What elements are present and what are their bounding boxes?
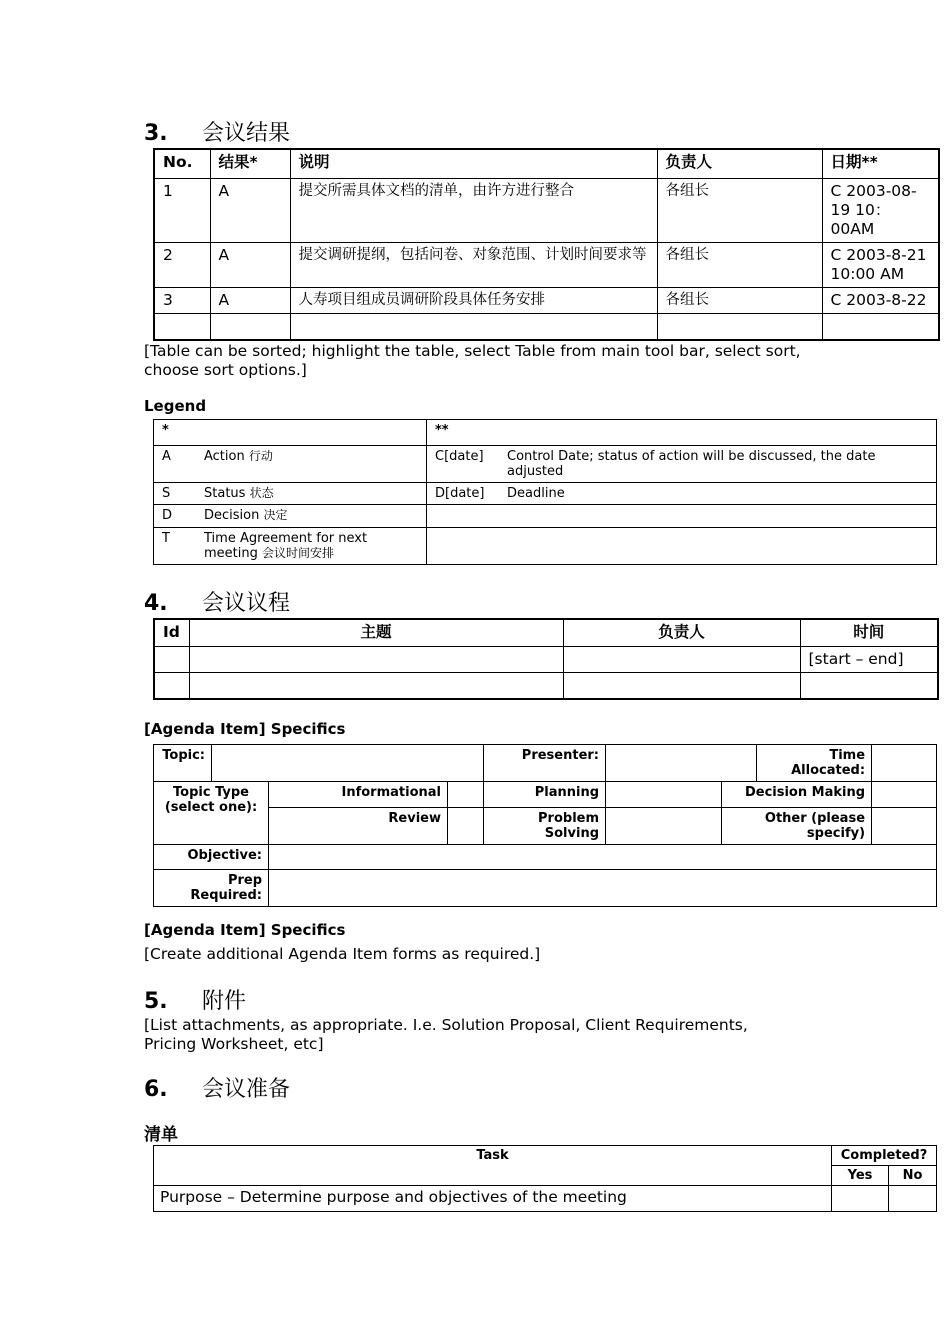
objective-label: Objective:: [154, 845, 269, 870]
legend-col2-header: **: [427, 420, 937, 446]
table-row: [154, 314, 939, 340]
cell-no[interactable]: [154, 314, 210, 340]
type-planning-checkbox[interactable]: [606, 782, 722, 808]
yes-header: Yes: [832, 1166, 889, 1186]
col-header-owner: 负责人: [563, 619, 800, 647]
cell-no: 1: [154, 179, 210, 243]
cell-time[interactable]: [800, 673, 938, 699]
objective-field[interactable]: [269, 845, 937, 870]
topic-type-label: Topic Type (select one):: [154, 782, 269, 845]
legend-col1-header: *: [154, 420, 427, 446]
specifics-table: [153, 744, 937, 907]
legend-row: [154, 505, 937, 528]
legend-value: Decision: [204, 508, 260, 523]
legend-key: S: [162, 486, 171, 501]
table-header-row: [154, 149, 939, 179]
col-header-time: 时间: [800, 619, 938, 647]
type-other-checkbox[interactable]: [872, 808, 937, 845]
cell-topic[interactable]: [189, 647, 563, 673]
legend-value: Status: [204, 486, 246, 501]
cell-owner[interactable]: [563, 673, 800, 699]
specifics2-note: [Create additional Agenda Item forms as required.]: [144, 945, 541, 963]
cell-result: A: [210, 179, 290, 243]
cell-owner[interactable]: [657, 314, 822, 340]
legend-value: Time Agreement for next meeting: [204, 531, 368, 561]
specifics-title: [Agenda Item] Specifics: [144, 720, 346, 738]
cell-result: A: [210, 243, 290, 288]
cell-time[interactable]: [start – end]: [800, 647, 938, 673]
table-row: [154, 179, 939, 243]
table-row: [154, 243, 939, 288]
cell-desc[interactable]: [290, 314, 657, 340]
legend-key: D[date]: [435, 486, 485, 501]
type-problem-checkbox[interactable]: [606, 808, 722, 845]
cell-date[interactable]: [822, 314, 939, 340]
col-header-desc: 说明: [290, 149, 657, 179]
cell-result[interactable]: [210, 314, 290, 340]
completed-header: Completed?: [832, 1146, 937, 1166]
section-3-heading: [144, 116, 290, 147]
task-header: Task: [154, 1146, 832, 1186]
cell-desc: 人寿项目组成员调研阶段具体任务安排: [290, 288, 657, 314]
table-row: [154, 1186, 937, 1212]
specifics2-title: [Agenda Item] Specifics: [144, 921, 346, 939]
legend-key: C[date]: [435, 449, 484, 464]
topic-label: Topic:: [154, 745, 212, 782]
legend-key: D: [162, 508, 173, 523]
cell-desc: 提交调研提纲，包括问卷、对象范围、计划时间要求等: [290, 243, 657, 288]
section-title: 会议议程: [202, 591, 291, 616]
type-informational-checkbox[interactable]: [448, 782, 484, 808]
cell-date: C 2003-8-22: [822, 288, 939, 314]
legend-title: Legend: [144, 397, 207, 415]
table-header-row: [154, 619, 938, 647]
checklist-table: [153, 1145, 937, 1212]
col-header-date: 日期**: [822, 149, 939, 179]
legend-value: Action: [204, 449, 245, 464]
section-number: 5.: [144, 989, 168, 1014]
col-header-topic: 主题: [189, 619, 563, 647]
legend-key: A: [162, 449, 171, 464]
cell-date: C 2003-08-19 10：00AM: [822, 179, 939, 243]
results-table: [153, 148, 940, 341]
table-row: [154, 673, 938, 699]
col-header-owner: 负责人: [657, 149, 822, 179]
section-title: 会议准备: [202, 1077, 291, 1102]
legend-row: [154, 483, 937, 505]
type-review-label: Review: [269, 808, 448, 845]
col-header-id: Id: [154, 619, 189, 647]
yes-checkbox[interactable]: [832, 1186, 889, 1212]
task-cell: Purpose – Determine purpose and objectives of the meeting: [154, 1186, 832, 1212]
section-number: 4.: [144, 591, 168, 616]
col-header-no: No.: [154, 149, 210, 179]
sort-note: [Table can be sorted; highlight the table, select Table from main tool bar, select sort, choose sort options.]: [144, 342, 801, 379]
agenda-table: [153, 618, 939, 700]
section-title: 会议结果: [202, 121, 291, 146]
table-row: [154, 288, 939, 314]
type-problem-label: Problem Solving: [484, 808, 606, 845]
legend-value-cn: 会议时间安排: [262, 546, 335, 560]
no-header: No: [889, 1166, 937, 1186]
cell-owner: 各组长: [657, 243, 822, 288]
time-allocated-label: Time Allocated:: [757, 745, 872, 782]
legend-key: T: [162, 531, 170, 546]
presenter-field[interactable]: [606, 745, 757, 782]
prep-label: Prep Required:: [154, 870, 269, 907]
cell-no: 2: [154, 243, 210, 288]
legend-value-cn: 行动: [248, 449, 273, 463]
prep-field[interactable]: [269, 870, 937, 907]
cell-owner[interactable]: [563, 647, 800, 673]
attachments-note: [List attachments, as appropriate. I.e. Solution Proposal, Client Requirements, Pricing Worksheet, etc]: [144, 1016, 748, 1053]
presenter-label: Presenter:: [484, 745, 606, 782]
legend-value-cn: 决定: [263, 508, 288, 522]
type-decision-checkbox[interactable]: [872, 782, 937, 808]
type-review-checkbox[interactable]: [448, 808, 484, 845]
cell-no: 3: [154, 288, 210, 314]
section-title: 附件: [202, 989, 247, 1014]
topic-field[interactable]: [212, 745, 484, 782]
type-decision-label: Decision Making: [722, 782, 872, 808]
cell-result: A: [210, 288, 290, 314]
cell-id[interactable]: [154, 673, 189, 699]
cell-owner: 各组长: [657, 288, 822, 314]
type-informational-label: Informational: [269, 782, 448, 808]
section-number: 6.: [144, 1077, 168, 1102]
type-other-label: Other (please specify): [722, 808, 872, 845]
legend-row: [154, 446, 937, 483]
time-allocated-field[interactable]: [872, 745, 937, 782]
cell-topic[interactable]: [189, 673, 563, 699]
legend-row: [154, 528, 937, 565]
no-checkbox[interactable]: [889, 1186, 937, 1212]
cell-desc: 提交所需具体文档的清单，由许方进行整合: [290, 179, 657, 243]
legend-value: Control Date; status of action will be discussed, the date adjusted: [507, 449, 876, 479]
legend-value-cn: 状态: [249, 486, 274, 500]
type-planning-label: Planning: [484, 782, 606, 808]
checklist-title: 清单: [144, 1125, 178, 1145]
cell-date: C 2003-8-21 10:00 AM: [822, 243, 939, 288]
table-row: [154, 647, 938, 673]
col-header-result: 结果*: [210, 149, 290, 179]
cell-owner: 各组长: [657, 179, 822, 243]
legend-value: Deadline: [507, 486, 565, 501]
legend-table: [153, 419, 937, 565]
section-4-heading: [144, 586, 290, 617]
section-6-heading: [144, 1072, 290, 1103]
section-number: 3.: [144, 121, 168, 146]
section-5-heading: [144, 984, 246, 1015]
cell-id[interactable]: [154, 647, 189, 673]
